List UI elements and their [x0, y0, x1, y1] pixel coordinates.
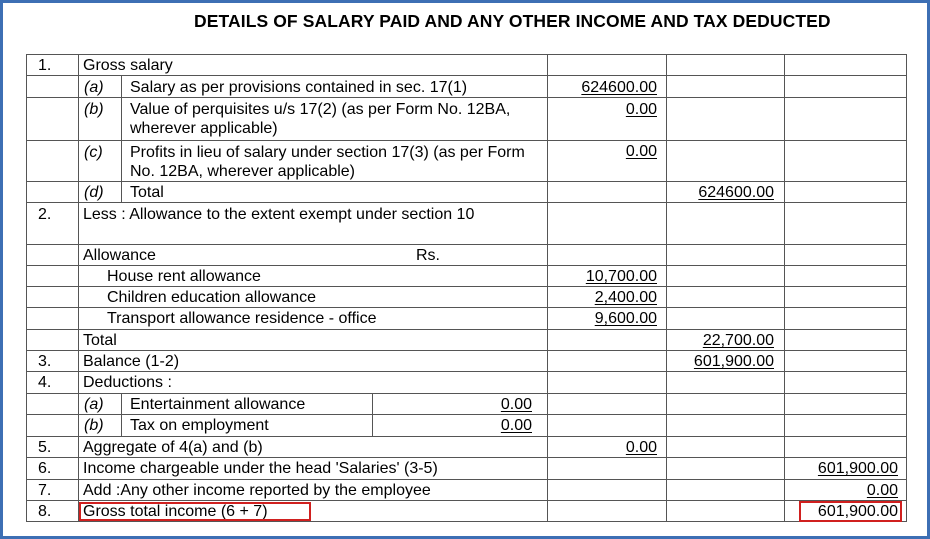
row-label: Profits in lieu of salary under section 17(3) (as per Form No. 12BA, wherever applicable) — [130, 144, 525, 180]
value-cell: 0.00 — [500, 417, 532, 434]
value-cell: 22,700.00 — [702, 332, 774, 349]
value-cell: 601,900.00 — [693, 353, 774, 370]
sub-key: (a) — [84, 79, 104, 96]
sub-key: (b) — [84, 101, 104, 118]
row-label: Balance (1-2) — [83, 353, 180, 370]
row-number: 8. — [38, 503, 52, 520]
row-number: 7. — [38, 482, 52, 499]
highlight-box — [799, 501, 902, 522]
value-cell: 10,700.00 — [585, 268, 657, 285]
row-number: 2. — [38, 206, 52, 223]
gross-total-value: 601,900.00 — [817, 503, 898, 520]
row-label: Salary as per provisions contained in sec. 17(1) — [130, 79, 468, 96]
row-number: 4. — [38, 374, 52, 391]
row-label: Transport allowance residence - office — [107, 310, 377, 327]
value-cell: 624600.00 — [581, 79, 657, 96]
sub-key: (a) — [84, 396, 104, 413]
row-label: Tax on employment — [130, 417, 269, 434]
allowance-heading: Allowance — [83, 247, 156, 264]
sub-key: (c) — [84, 144, 103, 161]
row-number: 1. — [38, 57, 52, 74]
row-number: 6. — [38, 460, 52, 477]
value-cell: 0.00 — [625, 143, 657, 160]
row-label: House rent allowance — [107, 268, 261, 285]
sub-key: (b) — [84, 417, 104, 434]
row-label: Value of perquisites u/s 17(2) (as per Form No. 12BA, wherever applicable) — [130, 101, 511, 137]
row-number: 5. — [38, 439, 52, 456]
currency-label: Rs. — [416, 247, 440, 264]
gross-total-label: Gross total income (6 + 7) — [83, 503, 268, 520]
row-label: Income chargeable under the head 'Salaries' (3-5) — [83, 460, 438, 477]
value-cell: 0.00 — [625, 439, 657, 456]
row-label: Deductions : — [83, 374, 172, 391]
value-cell: 0.00 — [625, 101, 657, 118]
value-cell: 624600.00 — [698, 184, 774, 201]
row-label: Add :Any other income reported by the employee — [83, 482, 431, 499]
row-label: Less : Allowance to the extent exempt under section 10 — [83, 206, 475, 223]
row-label: Entertainment allowance — [130, 396, 306, 413]
row-label: Aggregate of 4(a) and (b) — [83, 439, 263, 456]
row-label: Total — [130, 184, 164, 201]
row-label: Total — [83, 332, 117, 349]
value-cell: 2,400.00 — [594, 289, 657, 306]
value-cell: 0.00 — [500, 396, 532, 413]
value-cell: 601,900.00 — [817, 460, 898, 477]
row-label: Children education allowance — [107, 289, 317, 306]
value-cell: 0.00 — [866, 482, 898, 499]
value-cell: 9,600.00 — [594, 310, 657, 327]
row-number: 3. — [38, 353, 52, 370]
row-label: Gross salary — [83, 57, 173, 74]
page-title: DETAILS OF SALARY PAID AND ANY OTHER INCOME AND TAX DEDUCTED — [194, 11, 831, 31]
sub-key: (d) — [84, 184, 104, 201]
highlight-box — [79, 502, 311, 521]
